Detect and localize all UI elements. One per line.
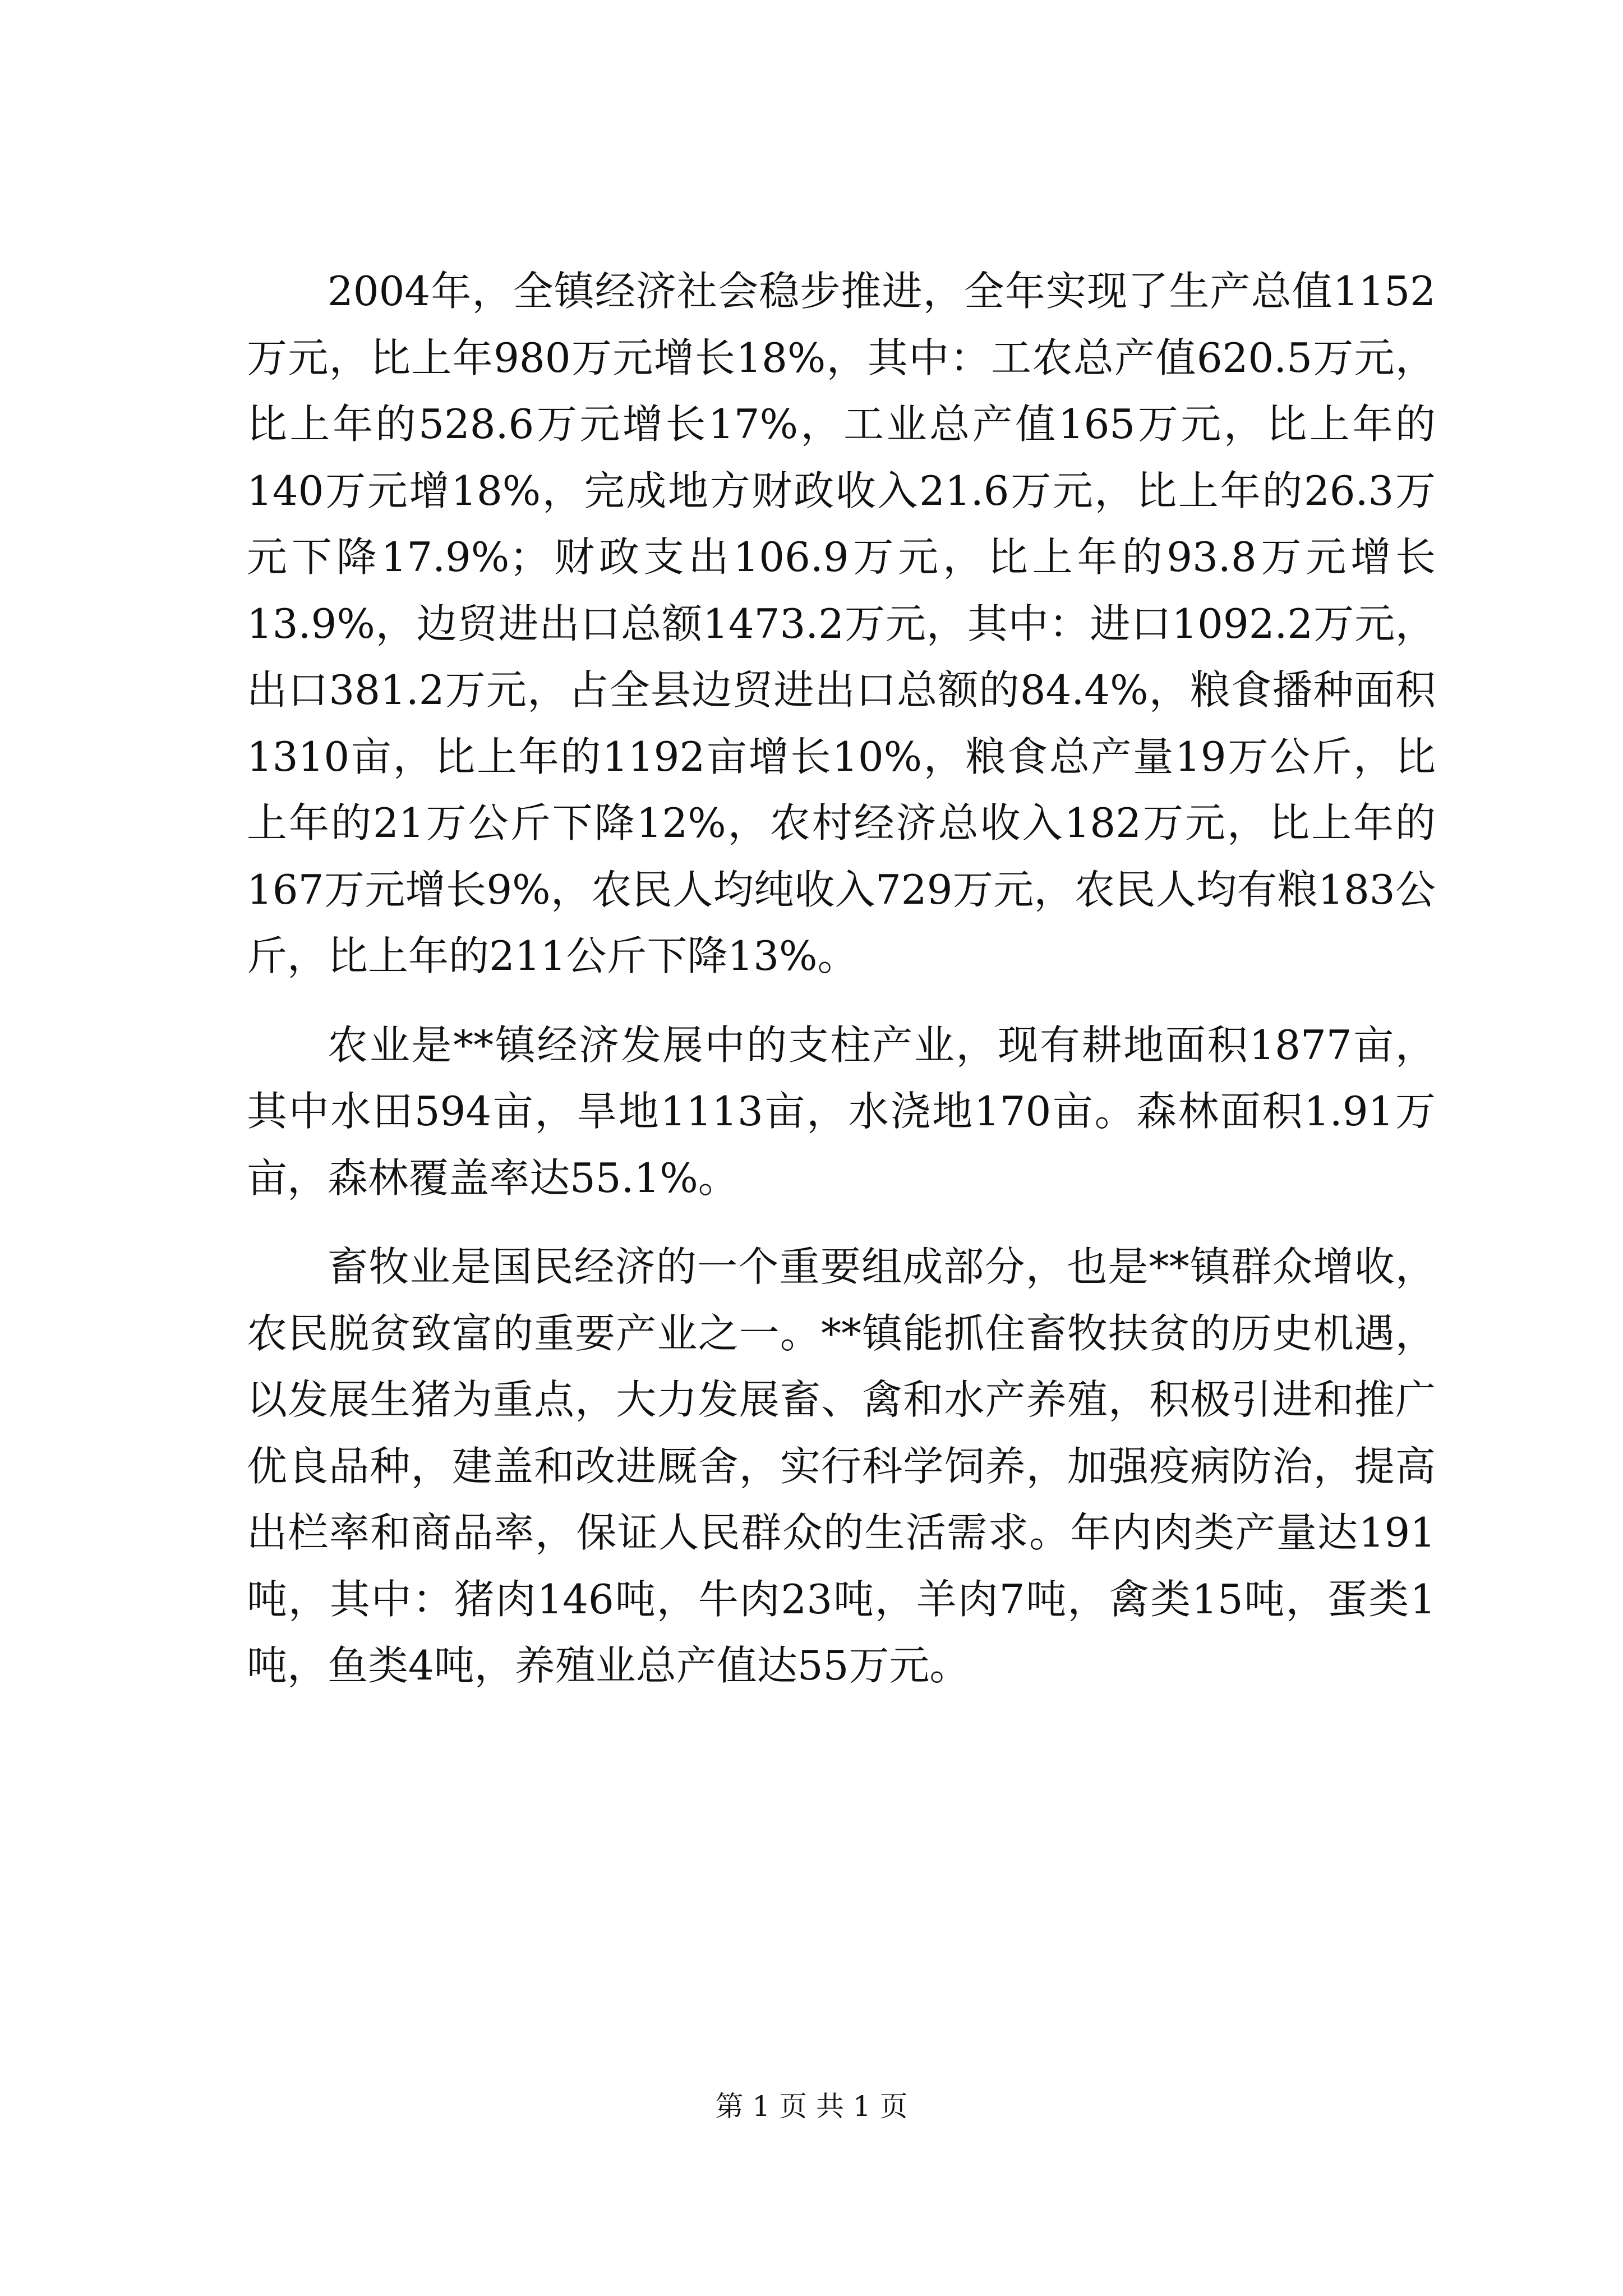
paragraph-economy-overview: 2004年，全镇经济社会稳步推进，全年实现了生产总值1152万元，比上年980万元增长18%，其中：工农总产值620.5万元，比上年的528.6万元增长17%，工业总产值165万元，比上年的140万元增18%，完成地方财政收入21.6万元，比上年的26.3万元下降17.9%；财政支出106.9万元，比上年的93.8万元增长13.9%，边贸进出口总额1473.2万元，其中：进口1092.2万元，出口381.2万元，占全县边贸进出口总额的84.4%，粮食播种面积1310亩，比上年的1192亩增长10%，粮食总产量19万公斤，比上年的21万公斤下降12%，农村经济总收入182万元，比上年的167万元增长9%，农民人均纯收入729万元，农民人均有粮183公斤，比上年的211公斤下降13%。 [247, 268, 1436, 979]
page-number-footer: 第 1 页 共 1 页 [715, 2090, 908, 2123]
document-body [247, 258, 1436, 1699]
paragraph-animal-husbandry: 畜牧业是国民经济的一个重要组成部分，也是**镇群众增收，农民脱贫致富的重要产业之一。**镇能抓住畜牧扶贫的历史机遇，以发展生猪为重点，大力发展畜、禽和水产养殖，积极引进和推广优良品种，建盖和改进厩舍，实行科学饲养，加强疫病防治，提高出栏率和商品率，保证人民群众的生活需求。年内肉类产量达191吨，其中：猪肉146吨，牛肉23吨，羊肉7吨，禽类15吨，蛋类1吨，鱼类4吨，养殖业总产值达55万元。 [247, 1243, 1436, 1689]
paragraph-agriculture: 农业是**镇经济发展中的支柱产业，现有耕地面积1877亩，其中水田594亩，旱地1113亩，水浇地170亩。森林面积1.91万亩，森林覆盖率达55.1%。 [247, 1021, 1436, 1202]
